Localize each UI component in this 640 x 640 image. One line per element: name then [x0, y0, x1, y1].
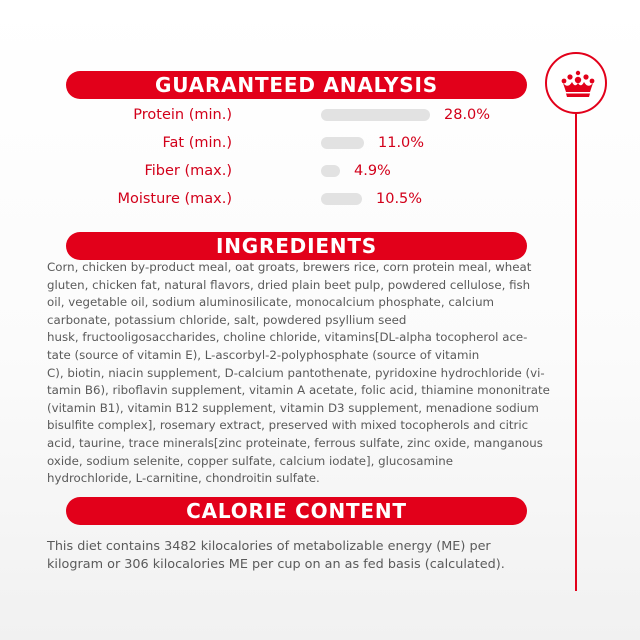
analysis-label: Moisture (max.) — [117, 191, 232, 207]
calorie-statement: This diet contains 3482 kilocalories of metabolizable energy (ME) per kilogram or 306 kilocalories ME per cup on an as fed basis (calculated). — [47, 539, 505, 572]
ingredients-heading: INGREDIENTS — [66, 232, 527, 260]
analysis-row-fat — [0, 132, 560, 154]
analysis-value: 4.9% — [354, 163, 391, 179]
analysis-bar — [321, 193, 362, 205]
calorie-content-heading: CALORIE CONTENT — [66, 497, 527, 525]
analysis-row-moisture — [0, 188, 560, 210]
analysis-bar — [321, 137, 364, 149]
analysis-value: 10.5% — [376, 191, 423, 207]
ingredients-list: Corn, chicken by-product meal, oat groats, brewers rice, corn protein meal, wheat gluten, chicken fat, natural flavors, dried plain beet pulp, powdered cellulose, fish oil, vegetable oil, sodium aluminosilicate, monocalcium phosphate, calcium carbonate, potassium chloride, salt, powdered psyllium seed husk, fructooligosaccharides, choline chloride, vitamins[DL-alpha tocopherol ace- tate (source of vitamin E), L-ascorbyl-2-polyphosphate (source of vitamin C), biotin, niacin supplement, D-calcium pantothenate, pyridoxine hydrochloride (vi- tamin B6), riboflavin supplement, vitamin A acetate, folic acid, thiamine mononitrate (vitamin B1), vitamin B12 supplement, vitamin D3 supplement, menadione sodium bisulfite complex], rosemary extract, preserved with mixed tocopherols and citric acid, taurine, trace minerals[zinc proteinate, ferrous sulfate, zinc oxide, manganous oxide, sodium selenite, copper sulfate, calcium iodate], glucosamine hydrochloride, L-carnitine, chondroitin sulfate. — [47, 260, 550, 486]
guaranteed-analysis-heading: GUARANTEED ANALYSIS — [66, 71, 527, 99]
analysis-row-protein — [0, 104, 560, 126]
analysis-value: 11.0% — [378, 135, 425, 151]
analysis-label: Fat (min.) — [162, 135, 232, 151]
analysis-label: Fiber (max.) — [144, 163, 232, 179]
analysis-label: Protein (min.) — [133, 107, 232, 123]
crown-icon — [560, 70, 596, 100]
analysis-bar — [321, 109, 430, 121]
brand-logo — [545, 52, 607, 114]
analysis-value: 28.0% — [444, 107, 491, 123]
decorative-divider-line — [575, 113, 577, 591]
analysis-bar — [321, 165, 340, 177]
analysis-row-fiber — [0, 160, 560, 182]
